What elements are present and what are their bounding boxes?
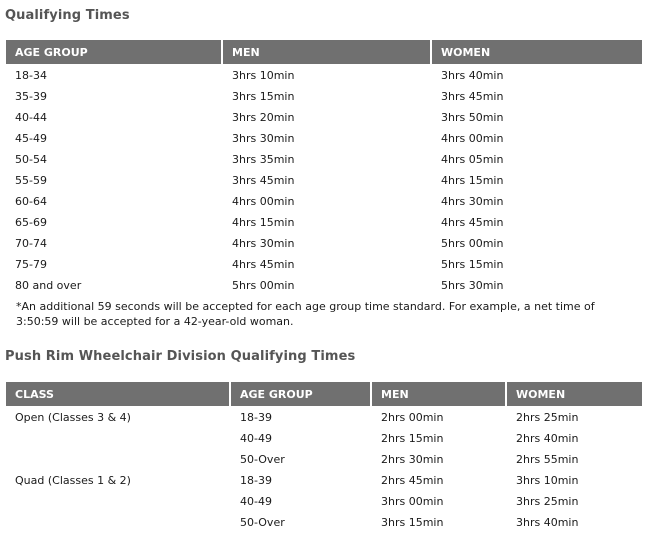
men-time-cell: 3hrs 20min	[232, 111, 295, 124]
age-group-cell: 75-79	[15, 258, 47, 271]
table-row	[6, 107, 642, 128]
men-time-cell: 4hrs 15min	[232, 216, 295, 229]
men-time-cell: 4hrs 45min	[232, 258, 295, 271]
table-row	[6, 170, 642, 191]
column-header-age-group: AGE GROUP	[6, 40, 223, 64]
age-group-cell: 55-59	[15, 174, 47, 187]
class-cell	[6, 428, 231, 449]
men-time-cell: 3hrs 30min	[232, 132, 295, 145]
age-group-cell: 70-74	[15, 237, 47, 250]
table-row	[6, 191, 642, 212]
table-row	[6, 149, 642, 170]
women-time-cell: 5hrs 30min	[441, 279, 504, 292]
table-row	[6, 470, 642, 491]
age-group-cell: 45-49	[15, 132, 47, 145]
table-row	[6, 212, 642, 233]
class-cell: Quad (Classes 1 & 2)	[15, 474, 131, 487]
table-row	[6, 64, 642, 86]
men-time-cell: 3hrs 35min	[232, 153, 295, 166]
qualifying-times-table	[6, 40, 642, 296]
women-time-cell: 3hrs 40min	[516, 516, 579, 529]
men-time-cell: 2hrs 30min	[381, 453, 444, 466]
qualifying-footnote: *An additional 59 seconds will be accepted for each age group time standard. For example, a net time of 3:50:59 will be accepted for a 42-year-old woman.	[16, 300, 595, 328]
men-time-cell: 3hrs 00min	[381, 495, 444, 508]
women-time-cell: 4hrs 45min	[441, 216, 504, 229]
women-time-cell: 5hrs 00min	[441, 237, 504, 250]
table-row	[6, 491, 642, 512]
men-time-cell: 3hrs 45min	[232, 174, 295, 187]
men-time-cell: 3hrs 15min	[381, 516, 444, 529]
class-cell	[6, 449, 231, 470]
women-time-cell: 5hrs 15min	[441, 258, 504, 271]
men-time-cell: 5hrs 00min	[232, 279, 295, 292]
column-header-women: WOMEN	[507, 382, 642, 406]
table-header-row	[6, 382, 642, 406]
women-time-cell: 3hrs 45min	[441, 90, 504, 103]
qualifying-times-title: Qualifying Times	[5, 8, 130, 23]
age-group-cell: 40-49	[240, 495, 272, 508]
men-time-cell: 3hrs 10min	[232, 69, 295, 82]
women-time-cell: 3hrs 10min	[516, 474, 579, 487]
age-group-cell: 18-34	[15, 69, 47, 82]
women-time-cell: 2hrs 40min	[516, 432, 579, 445]
wheelchair-times-table	[6, 382, 642, 533]
men-time-cell: 4hrs 30min	[232, 237, 295, 250]
table-row	[6, 512, 642, 533]
table-row	[6, 449, 642, 470]
men-time-cell: 3hrs 15min	[232, 90, 295, 103]
age-group-cell: 80 and over	[15, 279, 82, 292]
column-header-men: MEN	[372, 382, 507, 406]
age-group-cell: 65-69	[15, 216, 47, 229]
table-row	[6, 254, 642, 275]
women-time-cell: 4hrs 05min	[441, 153, 504, 166]
table-row	[6, 128, 642, 149]
column-header-age-group: AGE GROUP	[231, 382, 372, 406]
table-row	[6, 233, 642, 254]
age-group-cell: 40-49	[240, 432, 272, 445]
age-group-cell: 18-39	[240, 474, 272, 487]
table-row	[6, 86, 642, 107]
wheelchair-division-title: Push Rim Wheelchair Division Qualifying Times	[5, 349, 356, 364]
age-group-cell: 40-44	[15, 111, 47, 124]
table-row	[6, 275, 642, 296]
column-header-women: WOMEN	[432, 40, 642, 64]
women-time-cell: 4hrs 00min	[441, 132, 504, 145]
men-time-cell: 2hrs 00min	[381, 411, 444, 424]
men-time-cell: 4hrs 00min	[232, 195, 295, 208]
age-group-cell: 35-39	[15, 90, 47, 103]
class-cell	[6, 491, 231, 512]
class-cell: Open (Classes 3 & 4)	[15, 411, 131, 424]
age-group-cell: 50-Over	[240, 453, 285, 466]
women-time-cell: 3hrs 40min	[441, 69, 504, 82]
column-header-men: MEN	[223, 40, 432, 64]
age-group-cell: 50-54	[15, 153, 47, 166]
women-time-cell: 4hrs 30min	[441, 195, 504, 208]
women-time-cell: 2hrs 25min	[516, 411, 579, 424]
men-time-cell: 2hrs 15min	[381, 432, 444, 445]
women-time-cell: 3hrs 25min	[516, 495, 579, 508]
men-time-cell: 2hrs 45min	[381, 474, 444, 487]
age-group-cell: 60-64	[15, 195, 47, 208]
women-time-cell: 4hrs 15min	[441, 174, 504, 187]
table-row	[6, 428, 642, 449]
class-cell	[6, 512, 231, 533]
women-time-cell: 2hrs 55min	[516, 453, 579, 466]
table-header-row	[6, 40, 642, 64]
column-header-class: CLASS	[6, 382, 231, 406]
age-group-cell: 18-39	[240, 411, 272, 424]
women-time-cell: 3hrs 50min	[441, 111, 504, 124]
age-group-cell: 50-Over	[240, 516, 285, 529]
table-row	[6, 406, 642, 428]
